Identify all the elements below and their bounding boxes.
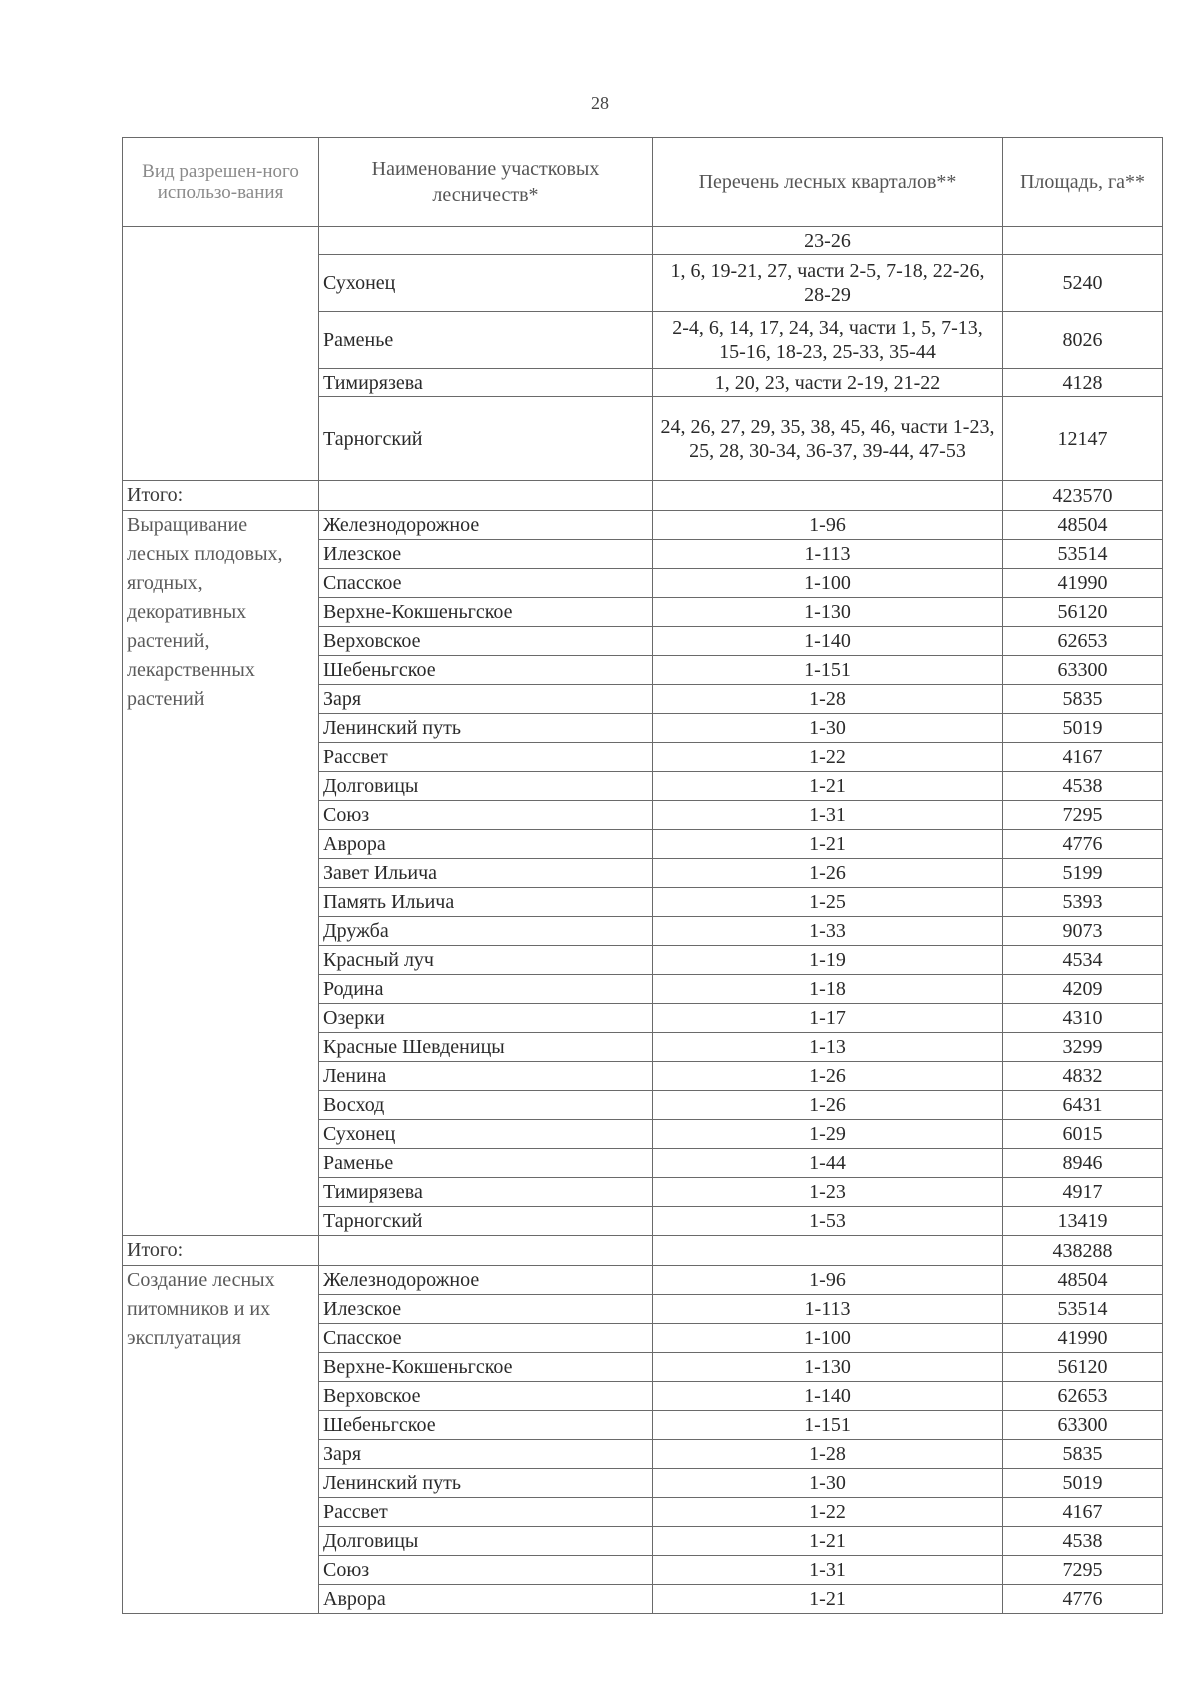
forestry-name: Заря bbox=[319, 685, 653, 714]
area-value: 4209 bbox=[1003, 975, 1163, 1004]
usage-type-cell: Выращивание лесных плодовых, ягодных, декоративных растений, лекарственных растений bbox=[123, 511, 319, 1236]
header-usage-type: Вид разрешен-ного использо-вания bbox=[123, 138, 319, 227]
area-value: 7295 bbox=[1003, 801, 1163, 830]
forestry-name: Раменье bbox=[319, 312, 653, 369]
forestry-name: Илезское bbox=[319, 1295, 653, 1324]
quarters-list: 1-18 bbox=[653, 975, 1003, 1004]
forestry-name: Красный луч bbox=[319, 946, 653, 975]
header-quarters-list: Перечень лесных кварталов** bbox=[653, 138, 1003, 227]
quarters-list: 1-96 bbox=[653, 511, 1003, 540]
header-area: Площадь, га** bbox=[1003, 138, 1163, 227]
area-value: 56120 bbox=[1003, 1353, 1163, 1382]
total-empty-cell bbox=[319, 481, 653, 511]
quarters-list: 1-22 bbox=[653, 743, 1003, 772]
forest-usage-table bbox=[122, 137, 1163, 1614]
quarters-list: 1-30 bbox=[653, 714, 1003, 743]
area-value: 4128 bbox=[1003, 369, 1163, 397]
area-value: 8026 bbox=[1003, 312, 1163, 369]
quarters-list: 2-4, 6, 14, 17, 24, 34, части 1, 5, 7-13, 15-16, 18-23, 25-33, 35-44 bbox=[653, 312, 1003, 369]
area-value: 4776 bbox=[1003, 1585, 1163, 1614]
quarters-list: 1-22 bbox=[653, 1498, 1003, 1527]
quarters-list: 1-26 bbox=[653, 859, 1003, 888]
total-label: Итого: bbox=[123, 481, 319, 511]
area-value: 53514 bbox=[1003, 1295, 1163, 1324]
forestry-name: Рассвет bbox=[319, 743, 653, 772]
forestry-name: Спасское bbox=[319, 569, 653, 598]
forestry-name: Дружба bbox=[319, 917, 653, 946]
area-value: 13419 bbox=[1003, 1207, 1163, 1236]
area-value: 41990 bbox=[1003, 569, 1163, 598]
quarters-list: 1-21 bbox=[653, 1585, 1003, 1614]
quarters-list: 1-113 bbox=[653, 540, 1003, 569]
area-value: 4917 bbox=[1003, 1178, 1163, 1207]
total-label: Итого: bbox=[123, 1236, 319, 1266]
quarters-list: 1-96 bbox=[653, 1266, 1003, 1295]
area-value: 5019 bbox=[1003, 714, 1163, 743]
area-value: 63300 bbox=[1003, 1411, 1163, 1440]
forestry-name: Сухонец bbox=[319, 255, 653, 312]
area-value: 5019 bbox=[1003, 1469, 1163, 1498]
quarters-list: 1-33 bbox=[653, 917, 1003, 946]
forestry-name: Тарногский bbox=[319, 1207, 653, 1236]
quarters-list: 1-21 bbox=[653, 772, 1003, 801]
quarters-list: 1-44 bbox=[653, 1149, 1003, 1178]
forestry-name: Завет Ильича bbox=[319, 859, 653, 888]
quarters-list: 1-31 bbox=[653, 801, 1003, 830]
area-value: 48504 bbox=[1003, 1266, 1163, 1295]
quarters-list: 24, 26, 27, 29, 35, 38, 45, 46, части 1-23, 25, 28, 30-34, 36-37, 39-44, 47-53 bbox=[653, 397, 1003, 481]
forestry-name: Железнодорожное bbox=[319, 1266, 653, 1295]
table-row bbox=[123, 511, 1163, 540]
usage-type-cell: Создание лесных питомников и их эксплуатация bbox=[123, 1266, 319, 1614]
forestry-name bbox=[319, 227, 653, 255]
forestry-name: Тимирязева bbox=[319, 1178, 653, 1207]
quarters-list: 1, 20, 23, части 2-19, 21-22 bbox=[653, 369, 1003, 397]
area-value: 4776 bbox=[1003, 830, 1163, 859]
total-row bbox=[123, 481, 1163, 511]
quarters-list: 1-30 bbox=[653, 1469, 1003, 1498]
area-value: 5393 bbox=[1003, 888, 1163, 917]
area-value: 62653 bbox=[1003, 1382, 1163, 1411]
quarters-list: 1-53 bbox=[653, 1207, 1003, 1236]
area-value: 4832 bbox=[1003, 1062, 1163, 1091]
area-value: 62653 bbox=[1003, 627, 1163, 656]
quarters-list: 1-151 bbox=[653, 656, 1003, 685]
quarters-list: 1-100 bbox=[653, 1324, 1003, 1353]
area-value: 4167 bbox=[1003, 743, 1163, 772]
total-empty-cell bbox=[653, 481, 1003, 511]
area-value: 7295 bbox=[1003, 1556, 1163, 1585]
area-value: 4534 bbox=[1003, 946, 1163, 975]
area-value: 41990 bbox=[1003, 1324, 1163, 1353]
quarters-list: 1-26 bbox=[653, 1062, 1003, 1091]
forestry-name: Тарногский bbox=[319, 397, 653, 481]
quarters-list: 1-140 bbox=[653, 1382, 1003, 1411]
area-value: 6015 bbox=[1003, 1120, 1163, 1149]
quarters-list: 1-113 bbox=[653, 1295, 1003, 1324]
quarters-list: 1, 6, 19-21, 27, части 2-5, 7-18, 22-26, 28-29 bbox=[653, 255, 1003, 312]
area-value: 4538 bbox=[1003, 1527, 1163, 1556]
quarters-list: 1-26 bbox=[653, 1091, 1003, 1120]
quarters-list: 1-31 bbox=[653, 1556, 1003, 1585]
area-value: 5835 bbox=[1003, 685, 1163, 714]
forestry-name: Ленинский путь bbox=[319, 714, 653, 743]
forestry-name: Восход bbox=[319, 1091, 653, 1120]
area-value: 63300 bbox=[1003, 656, 1163, 685]
quarters-list: 1-100 bbox=[653, 569, 1003, 598]
area-value: 4167 bbox=[1003, 1498, 1163, 1527]
table-row bbox=[123, 1266, 1163, 1295]
forestry-name: Сухонец bbox=[319, 1120, 653, 1149]
area-value: 48504 bbox=[1003, 511, 1163, 540]
forestry-name: Рассвет bbox=[319, 1498, 653, 1527]
forestry-name: Ленина bbox=[319, 1062, 653, 1091]
forestry-name: Аврора bbox=[319, 830, 653, 859]
total-row bbox=[123, 1236, 1163, 1266]
forestry-name: Долговицы bbox=[319, 772, 653, 801]
area-value: 4538 bbox=[1003, 772, 1163, 801]
forestry-name: Верховское bbox=[319, 627, 653, 656]
page-number: 28 bbox=[591, 93, 609, 113]
forestry-name: Союз bbox=[319, 1556, 653, 1585]
forestry-name: Родина bbox=[319, 975, 653, 1004]
header-forestry-name: Наименование участковых лесничеств* bbox=[319, 138, 653, 227]
forestry-name: Аврора bbox=[319, 1585, 653, 1614]
total-empty-cell bbox=[319, 1236, 653, 1266]
quarters-list: 1-28 bbox=[653, 1440, 1003, 1469]
quarters-list: 1-17 bbox=[653, 1004, 1003, 1033]
quarters-list: 1-21 bbox=[653, 830, 1003, 859]
forestry-name: Илезское bbox=[319, 540, 653, 569]
quarters-list: 1-140 bbox=[653, 627, 1003, 656]
quarters-list: 1-130 bbox=[653, 598, 1003, 627]
forestry-name: Память Ильича bbox=[319, 888, 653, 917]
forestry-name: Красные Шевденицы bbox=[319, 1033, 653, 1062]
forestry-name: Заря bbox=[319, 1440, 653, 1469]
forestry-name: Верхне-Кокшеньгское bbox=[319, 598, 653, 627]
quarters-list: 1-21 bbox=[653, 1527, 1003, 1556]
forestry-name: Долговицы bbox=[319, 1527, 653, 1556]
forestry-name: Верховское bbox=[319, 1382, 653, 1411]
forestry-name: Шебеньгское bbox=[319, 1411, 653, 1440]
forestry-name: Спасское bbox=[319, 1324, 653, 1353]
forestry-name: Ленинский путь bbox=[319, 1469, 653, 1498]
area-value: 53514 bbox=[1003, 540, 1163, 569]
forestry-name: Союз bbox=[319, 801, 653, 830]
forestry-name: Верхне-Кокшеньгское bbox=[319, 1353, 653, 1382]
area-value bbox=[1003, 227, 1163, 255]
forestry-name: Раменье bbox=[319, 1149, 653, 1178]
forestry-name: Железнодорожное bbox=[319, 511, 653, 540]
area-value: 5199 bbox=[1003, 859, 1163, 888]
forestry-name: Озерки bbox=[319, 1004, 653, 1033]
quarters-list: 1-19 bbox=[653, 946, 1003, 975]
area-value: 8946 bbox=[1003, 1149, 1163, 1178]
quarters-list: 23-26 bbox=[653, 227, 1003, 255]
quarters-list: 1-23 bbox=[653, 1178, 1003, 1207]
total-empty-cell bbox=[653, 1236, 1003, 1266]
total-value: 423570 bbox=[1003, 481, 1163, 511]
area-value: 5835 bbox=[1003, 1440, 1163, 1469]
area-value: 3299 bbox=[1003, 1033, 1163, 1062]
forestry-name: Тимирязева bbox=[319, 369, 653, 397]
area-value: 12147 bbox=[1003, 397, 1163, 481]
area-value: 5240 bbox=[1003, 255, 1163, 312]
quarters-list: 1-28 bbox=[653, 685, 1003, 714]
forestry-name: Шебеньгское bbox=[319, 656, 653, 685]
quarters-list: 1-13 bbox=[653, 1033, 1003, 1062]
quarters-list: 1-151 bbox=[653, 1411, 1003, 1440]
quarters-list: 1-25 bbox=[653, 888, 1003, 917]
area-value: 56120 bbox=[1003, 598, 1163, 627]
quarters-list: 1-130 bbox=[653, 1353, 1003, 1382]
area-value: 9073 bbox=[1003, 917, 1163, 946]
table-row bbox=[123, 227, 1163, 255]
area-value: 6431 bbox=[1003, 1091, 1163, 1120]
area-value: 4310 bbox=[1003, 1004, 1163, 1033]
total-value: 438288 bbox=[1003, 1236, 1163, 1266]
quarters-list: 1-29 bbox=[653, 1120, 1003, 1149]
usage-type-cell bbox=[123, 227, 319, 481]
